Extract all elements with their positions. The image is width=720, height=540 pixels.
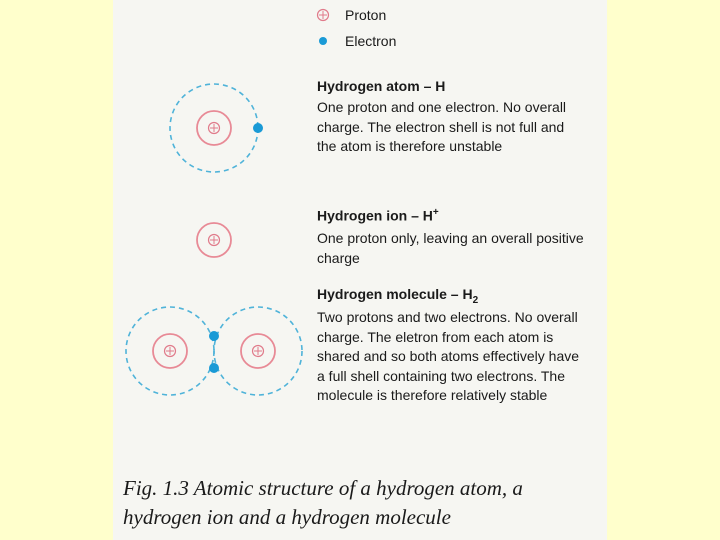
figure-caption: Fig. 1.3 Atomic structure of a hydrogen atom, a hydrogen ion and a hydrogen molecule (123, 476, 523, 529)
molecule-subscript: 2 (472, 294, 479, 306)
proton-icon-left (165, 346, 176, 357)
hydrogen-atom-title: Hydrogen atom – H (317, 78, 446, 94)
electron-legend-icon (319, 37, 327, 45)
shared-electron-top (209, 331, 219, 341)
proton-legend-icon (318, 10, 329, 21)
hydrogen-ion-diagram (197, 223, 231, 257)
shared-electron-bottom (209, 363, 219, 373)
hydrogen-ion-description: One proton only, leaving an overall positive charge (317, 230, 584, 266)
hydrogen-molecule-diagram (126, 307, 302, 395)
hydrogen-ion-title: Hydrogen ion – H+ (317, 207, 439, 224)
proton-icon (209, 235, 220, 246)
legend-electron-label: Electron (345, 33, 397, 49)
electron-icon (253, 123, 263, 133)
hydrogen-molecule-description: Two protons and two electrons. No overall charge. The eletron from each atom is shared and so both atoms effectively have a full shell containing two electrons. The molecule is therefore relatively stable (317, 309, 580, 403)
proton-icon (209, 123, 220, 134)
proton-icon-right (253, 346, 264, 357)
hydrogen-molecule-title: Hydrogen molecule – $H_2$ (317, 286, 479, 306)
ion-charge-superscript: + (432, 207, 439, 218)
hydrogen-atom-diagram (170, 84, 263, 172)
legend-proton-label: Proton (345, 7, 387, 23)
hydrogen-atom-description: One proton and one electron. No overall charge. The electron shell is not full and the atom is therefore unstable (317, 99, 567, 154)
